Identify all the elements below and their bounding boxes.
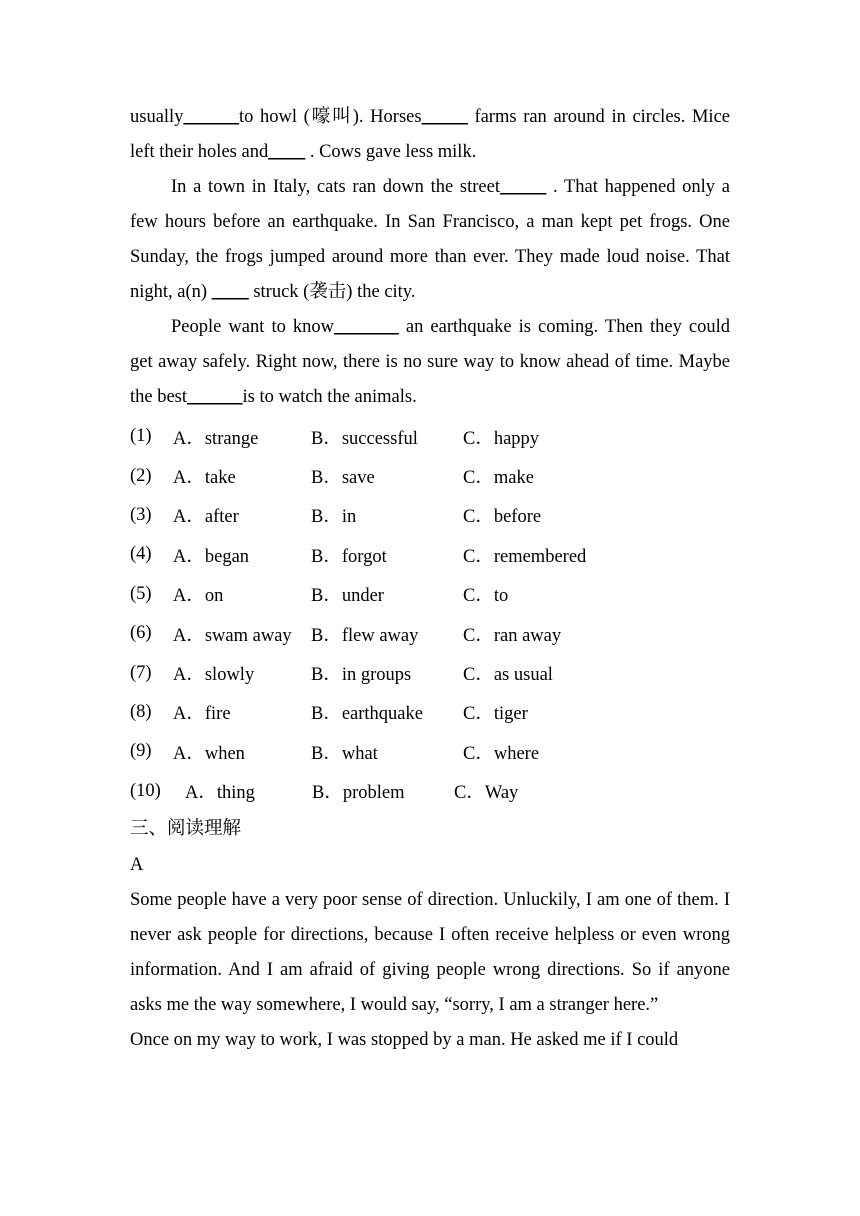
option-c: C．make	[463, 468, 534, 489]
option-b: B．problem	[312, 783, 405, 804]
option-row-10	[130, 772, 730, 811]
cloze-paragraph-2	[130, 170, 730, 310]
option-a: A．fire	[173, 704, 231, 725]
question-number: (9)	[130, 741, 152, 762]
option-row-4	[130, 535, 730, 574]
text: . Cows gave less milk.	[305, 142, 477, 162]
option-b: B．earthquake	[311, 704, 423, 725]
section-heading: 三、阅读理解	[130, 818, 242, 839]
option-row-7	[130, 653, 730, 692]
text: is to watch the animals.	[242, 387, 417, 407]
option-a: A．strange	[173, 428, 259, 449]
option-a: A．when	[173, 743, 245, 764]
question-number: (1)	[130, 426, 152, 447]
option-a: A．on	[173, 586, 224, 607]
text: . That happened only a few hours before an earthquake. In San Francisco, a man kept pet frogs. One Sunday, the frogs jumped around more than ever. They made loud noise. That night, a(n)	[130, 177, 730, 302]
question-number: (2)	[130, 465, 152, 486]
option-c: C．where	[463, 743, 540, 764]
cloze-paragraph-1	[130, 100, 730, 170]
option-c: C．remembered	[463, 546, 587, 567]
blank-9: _______	[334, 317, 399, 337]
option-c: C．before	[463, 507, 542, 528]
option-b: B．save	[311, 468, 375, 489]
option-a: A．thing	[185, 783, 255, 804]
question-number: (8)	[130, 701, 152, 722]
option-a: A．after	[173, 507, 239, 528]
question-number: (5)	[130, 583, 152, 604]
text: an earthquake is coming. Then they could get away safely. Right now, there is no sure way to know ahead of time. Maybe the best	[130, 317, 731, 407]
option-b: B．under	[311, 586, 384, 607]
option-row-9	[130, 732, 730, 771]
option-c: C．as usual	[463, 665, 553, 686]
option-b: B．in groups	[311, 665, 412, 686]
option-a: A．swam away	[173, 625, 292, 646]
question-number: (7)	[130, 662, 152, 683]
question-number: (6)	[130, 623, 152, 644]
option-c: C．happy	[463, 428, 540, 449]
passage-label: A	[130, 854, 144, 875]
option-b: B．what	[311, 743, 378, 764]
options-list	[130, 417, 730, 811]
document-page	[130, 100, 730, 1058]
option-a: A．slowly	[173, 665, 255, 686]
option-b: B．in	[311, 507, 357, 528]
option-a: A．take	[173, 468, 236, 489]
option-row-3	[130, 496, 730, 535]
text: In a town in Italy, cats ran down the street	[171, 177, 500, 197]
option-row-8	[130, 693, 730, 732]
option-b: B．flew away	[311, 625, 419, 646]
option-c: C．to	[463, 586, 509, 607]
option-b: B．forgot	[311, 546, 387, 567]
text: farms ran around in circles. Mice left their holes and	[130, 107, 730, 162]
option-b: B．successful	[311, 428, 418, 449]
text: struck (袭击) the city.	[248, 282, 416, 302]
blank-2: _____	[421, 107, 468, 127]
text: to howl (嚎叫). Horses	[238, 107, 422, 127]
option-c: C．Way	[454, 783, 519, 804]
question-number: (3)	[130, 504, 152, 525]
question-number: (4)	[130, 544, 152, 565]
reading-paragraph-2: Once on my way to work, I was stopped by a man. He asked me if I could	[130, 1029, 679, 1050]
question-number: (10)	[130, 780, 161, 801]
option-c: C．ran away	[463, 625, 562, 646]
blank-8: ____	[211, 282, 249, 302]
blank-1: ______	[183, 107, 239, 127]
option-a: A．began	[173, 546, 250, 567]
text: People want to know	[171, 317, 335, 337]
option-row-5	[130, 575, 730, 614]
option-row-2	[130, 456, 730, 495]
option-row-1	[130, 417, 730, 456]
blank-10: ______	[187, 387, 243, 407]
blank-3: ____	[268, 142, 306, 162]
text: usually	[130, 107, 184, 127]
blank-7: _____	[499, 177, 547, 197]
cloze-paragraph-3	[130, 310, 730, 415]
option-row-6	[130, 614, 730, 653]
option-c: C．tiger	[463, 704, 528, 725]
reading-paragraph-1: Some people have a very poor sense of direction. Unluckily, I am one of them. I never ask people for directions, because I often receive helpless or even wrong information. And I am afraid of giving people wrong directions. So if anyone asks me the way somewhere, I would say, “sorry, I am a stranger here.”	[130, 889, 730, 1015]
